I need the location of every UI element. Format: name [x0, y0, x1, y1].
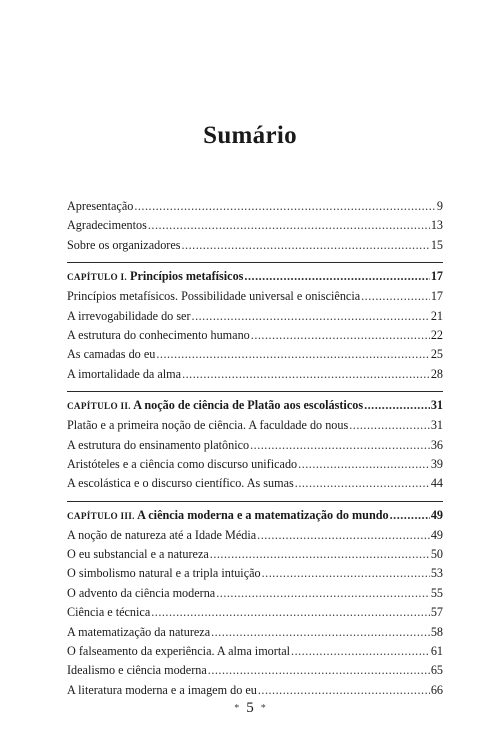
- toc-entry[interactable]: [67, 416, 443, 435]
- toc-entry[interactable]: [67, 603, 443, 622]
- dot-leader: [295, 474, 430, 493]
- chapter-heading: [67, 395, 363, 417]
- entry-page-number: 15: [430, 237, 443, 252]
- chapter-heading: [67, 266, 243, 288]
- toc-entry[interactable]: [67, 455, 443, 474]
- dot-leader: [210, 545, 430, 564]
- page-title: Sumário: [203, 122, 297, 149]
- dot-leader: [244, 266, 429, 287]
- toc-entry[interactable]: [67, 623, 443, 642]
- dot-leader: [298, 455, 430, 474]
- toc-entry[interactable]: [67, 307, 443, 326]
- entry-page-number: 36: [430, 437, 443, 452]
- entry-page-number: 49: [430, 527, 443, 542]
- dot-leader: [361, 287, 430, 306]
- dot-leader: [156, 345, 429, 364]
- toc-chapter-entry[interactable]: [67, 505, 443, 526]
- entry-label: A imortalidade da alma: [67, 366, 182, 381]
- entry-label: Platão e a primeira noção de ciência. A faculdade do nous: [67, 418, 349, 433]
- entry-label: Ciência e técnica: [67, 605, 151, 620]
- entry-label: A estrutura do conhecimento humano: [67, 327, 250, 342]
- dot-leader: [151, 603, 430, 622]
- toc-entry[interactable]: [67, 681, 443, 700]
- entry-page-number: 31: [430, 398, 443, 413]
- entry-page-number: 50: [430, 547, 443, 562]
- toc-entry[interactable]: [67, 564, 443, 583]
- toc-entry[interactable]: [67, 326, 443, 345]
- entry-label: Princípios metafísicos. Possibilidade universal e onisciência: [67, 289, 361, 304]
- front-matter-list: [67, 197, 443, 255]
- toc-entry[interactable]: [67, 436, 443, 455]
- ornament-star-left: *: [234, 703, 240, 715]
- entry-page-number: 17: [430, 269, 443, 284]
- dot-leader: [258, 681, 430, 700]
- entry-label: O advento da ciência moderna: [67, 585, 216, 600]
- dot-leader: [134, 197, 436, 216]
- dot-leader: [216, 584, 430, 603]
- entry-label: Sobre os organizadores: [67, 237, 181, 252]
- entry-label: A irrevogabilidade do ser: [67, 308, 191, 323]
- entry-page-number: 13: [430, 218, 443, 233]
- entry-label: O eu substancial e a natureza: [67, 547, 209, 562]
- entry-page-number: 39: [430, 456, 443, 471]
- entry-page-number: 25: [430, 347, 443, 362]
- dot-leader: [192, 307, 430, 326]
- entry-page-number: 44: [430, 476, 443, 491]
- dot-leader: [182, 365, 430, 384]
- entry-page-number: 61: [430, 644, 443, 659]
- entry-page-number: 31: [430, 418, 443, 433]
- chapter-divider: [67, 501, 443, 502]
- toc-entry[interactable]: [67, 642, 443, 661]
- entry-page-number: 55: [430, 585, 443, 600]
- dot-leader: [208, 661, 430, 680]
- dot-leader: [364, 395, 430, 416]
- page-number: 5: [246, 700, 254, 716]
- entry-page-number: 22: [430, 327, 443, 342]
- dot-leader: [250, 436, 430, 455]
- toc-entry[interactable]: [67, 197, 443, 216]
- entry-page-number: 9: [436, 199, 443, 213]
- dot-leader: [291, 642, 430, 661]
- chapter-heading: [67, 505, 389, 527]
- dot-leader: [257, 526, 430, 545]
- entry-label: O simbolismo natural e a tripla intuição: [67, 566, 261, 581]
- toc-entry[interactable]: [67, 287, 443, 306]
- entry-page-number: 49: [430, 507, 443, 522]
- entry-page-number: 58: [430, 624, 443, 639]
- dot-leader: [262, 564, 430, 583]
- dot-leader: [349, 416, 430, 435]
- entry-label: A matematização da natureza: [67, 624, 211, 639]
- chapter-title: Princípios metafísicos: [130, 269, 244, 284]
- entry-label: Agradecimentos: [67, 218, 147, 233]
- chapter-number: CAPÍTULO II.: [67, 401, 131, 412]
- dot-leader: [211, 623, 430, 642]
- dot-leader: [251, 326, 430, 345]
- dot-leader: [148, 216, 430, 235]
- chapter-number: CAPÍTULO I.: [67, 272, 127, 283]
- toc-entry[interactable]: [67, 545, 443, 564]
- toc-entry[interactable]: [67, 236, 443, 255]
- chapter-divider: [67, 262, 443, 263]
- chapter-number: CAPÍTULO III.: [67, 510, 135, 521]
- entry-label: A estrutura do ensinamento platônico: [67, 437, 250, 452]
- entry-label: A noção de natureza até a Idade Média: [67, 527, 257, 542]
- table-of-contents: [67, 197, 443, 700]
- toc-entry[interactable]: [67, 661, 443, 680]
- toc-chapter-entry[interactable]: [67, 266, 443, 287]
- toc-entry[interactable]: [67, 584, 443, 603]
- entry-page-number: 17: [430, 289, 443, 304]
- entry-page-number: 65: [430, 663, 443, 678]
- entry-label: O falseamento da experiência. A alma imortal: [67, 644, 291, 659]
- entry-label: Apresentação: [67, 199, 134, 213]
- toc-entry[interactable]: [67, 345, 443, 364]
- entry-page-number: 21: [430, 308, 443, 323]
- chapters-list: [67, 262, 443, 700]
- entry-page-number: 66: [430, 682, 443, 697]
- toc-entry[interactable]: [67, 474, 443, 493]
- dot-leader: [390, 505, 430, 526]
- chapter-divider: [67, 391, 443, 392]
- toc-entry[interactable]: [67, 526, 443, 545]
- entry-label: Idealismo e ciência moderna: [67, 663, 207, 678]
- dot-leader: [182, 236, 430, 255]
- entry-label: A escolástica e o discurso científico. As sumas: [67, 476, 294, 491]
- chapter-title: A ciência moderna e a matematização do mundo: [137, 507, 389, 522]
- entry-label: As camadas do eu: [67, 347, 156, 362]
- entry-page-number: 57: [430, 605, 443, 620]
- ornament-star-right: *: [260, 703, 266, 715]
- toc-entry[interactable]: [67, 216, 443, 235]
- entry-page-number: 28: [430, 366, 443, 381]
- page-number-footer: [0, 700, 500, 717]
- entry-page-number: 53: [430, 566, 443, 581]
- entry-label: A literatura moderna e a imagem do eu: [67, 682, 257, 697]
- toc-chapter-entry[interactable]: [67, 395, 443, 416]
- entry-label: Aristóteles e a ciência como discurso unificado: [67, 456, 298, 471]
- toc-entry[interactable]: [67, 365, 443, 384]
- chapter-title: A noção de ciência de Platão aos escolásticos: [133, 398, 364, 413]
